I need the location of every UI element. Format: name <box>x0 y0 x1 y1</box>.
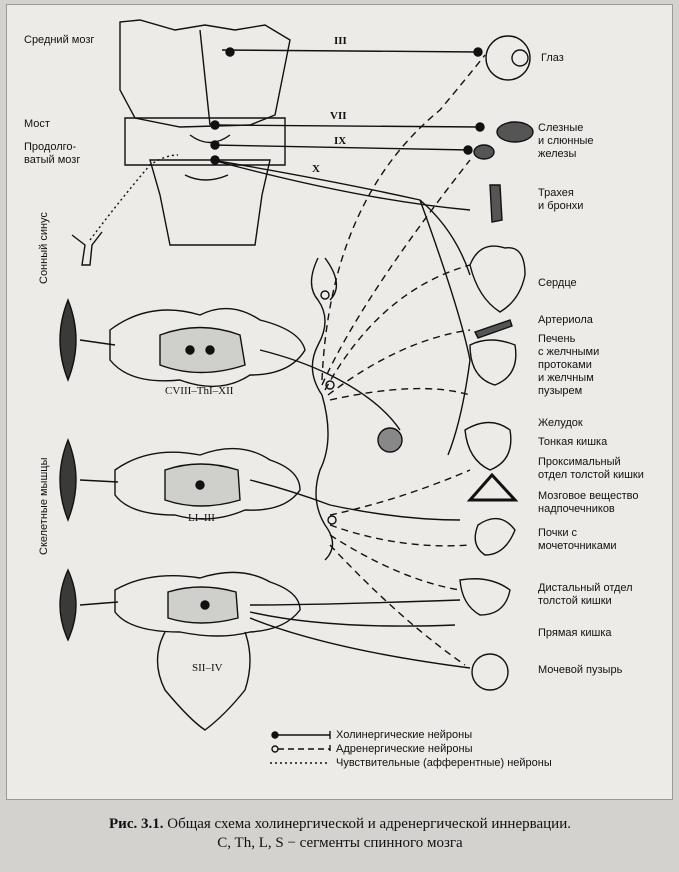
label-eye: Глаз <box>541 52 564 64</box>
nerve-VII <box>212 125 480 127</box>
glands-shape <box>497 122 533 142</box>
skeletal-muscle-2 <box>60 440 76 520</box>
label-liver: Печень с желчными протоками и желчным пузырем <box>538 333 600 397</box>
label-glands: Слезные и слюнные железы <box>538 122 594 160</box>
liver-shape <box>470 340 516 385</box>
label-arteriole: Артериола <box>538 314 593 326</box>
caption-prefix: Рис. 3.1. <box>109 816 164 832</box>
nerve-label-X: X <box>312 163 320 175</box>
kidney-shape <box>475 519 515 555</box>
segment-lumbar: LI–III <box>188 512 215 524</box>
label-stomach: Желудок <box>538 417 583 429</box>
label-rectum: Прямая кишка <box>538 627 612 639</box>
eye-shape <box>486 36 530 80</box>
label-small-intestine: Тонкая кишка <box>538 436 608 448</box>
adrenal-shape <box>470 475 515 500</box>
medulla-shape <box>150 160 270 245</box>
segment-cervical-thoracic: CVIII–ThI–XII <box>165 385 234 397</box>
sacrum-shape <box>158 632 251 730</box>
bladder-shape <box>472 654 508 690</box>
figure-caption <box>30 815 650 853</box>
nerve-label-IX: IX <box>334 135 347 147</box>
spinal-section-middle <box>115 449 300 519</box>
label-midbrain: Средний мозг <box>24 34 95 46</box>
label-carotid-sinus: Сонный синус <box>38 212 50 284</box>
nerve-III <box>222 50 480 52</box>
spinal-section-lower <box>115 572 300 730</box>
intestine-shape <box>465 423 511 471</box>
label-skeletal-muscles: Скелетные мышцы <box>38 457 50 555</box>
nerve-X <box>212 160 470 275</box>
sensory-fiber <box>90 155 178 240</box>
legend-adrenergic: Адренергические нейроны <box>336 743 473 755</box>
label-kidneys: Почки с мочеточниками <box>538 527 617 552</box>
label-bladder: Мочевой пузырь <box>538 664 623 676</box>
skeletal-muscle-3 <box>60 570 76 640</box>
label-pons: Мост <box>24 118 50 130</box>
heart-shape <box>470 246 525 312</box>
sympathetic-chain <box>312 258 333 560</box>
label-heart: Сердце <box>538 277 577 289</box>
skeletal-muscle-1 <box>60 300 76 380</box>
nerve-label-VII: VII <box>330 110 347 122</box>
label-trachea: Трахея и бронхи <box>538 187 584 212</box>
legend-symbols <box>270 731 330 763</box>
legend-sensory: Чувствительные (афферентные) нейроны <box>336 757 552 769</box>
caption-line1: Общая схема холинергической и адренергической иннервации. <box>167 816 571 832</box>
label-medulla: Продолго- ватый мозг <box>24 141 81 166</box>
label-distal-colon: Дистальный отдел толстой кишки <box>538 582 633 607</box>
label-adrenal-medulla: Мозговое вещество надпочечников <box>538 490 639 515</box>
carotid-sinus-shape <box>72 232 102 265</box>
segment-sacral: SII–IV <box>192 662 223 674</box>
trachea-shape <box>490 185 502 222</box>
arteriole-shape <box>475 320 512 338</box>
legend-cholinergic: Холинергические нейроны <box>336 729 473 741</box>
caption-line2: C, Th, L, S − сегменты спинного мозга <box>217 835 463 851</box>
nerve-label-III: III <box>334 35 347 47</box>
distal-colon-shape <box>460 579 510 615</box>
label-proximal-colon: Проксимальный отдел толстой кишки <box>538 456 644 481</box>
